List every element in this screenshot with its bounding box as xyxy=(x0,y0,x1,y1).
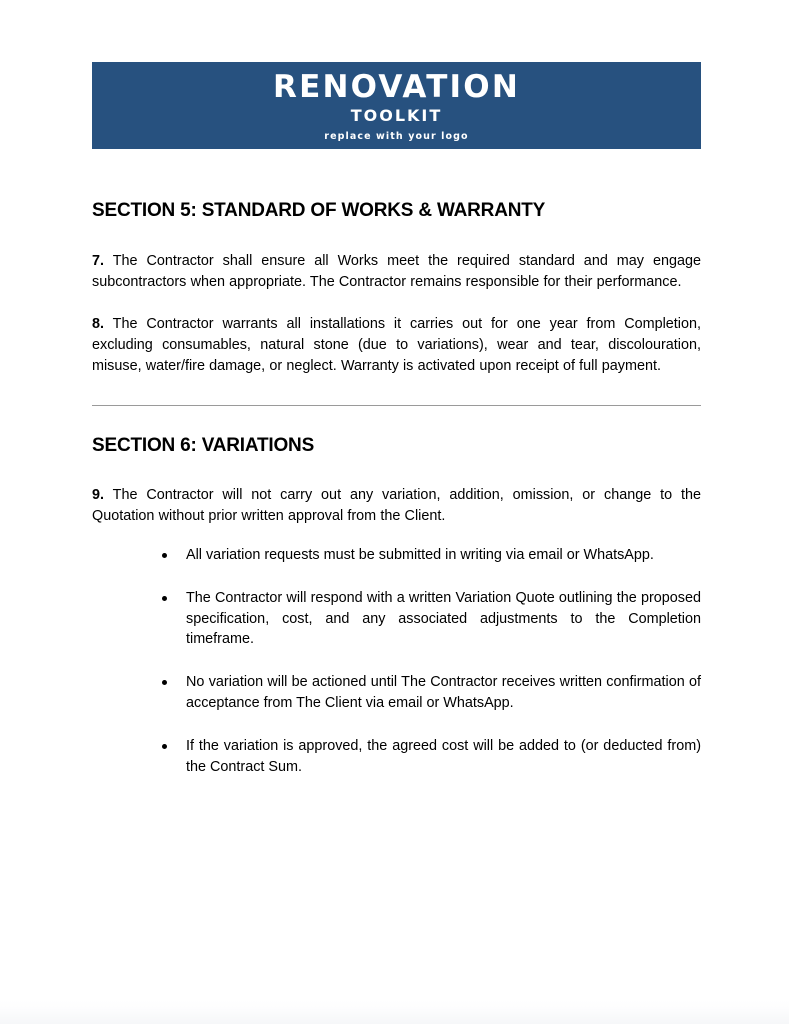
bullet-dot-icon xyxy=(162,744,167,749)
clause-9-text: The Contractor will not carry out any variation, addition, omission, or change to the Quotation without prior written approval from the Client. xyxy=(92,487,701,525)
section-heading-5: SECTION 5: STANDARD OF WORKS & WARRANTY xyxy=(92,200,546,221)
list-item-text: All variation requests must be submitted in writing via email or WhatsApp. xyxy=(186,547,654,564)
list-item xyxy=(92,736,701,778)
clause-8 xyxy=(92,314,701,376)
spacer xyxy=(92,377,701,405)
clause-9 xyxy=(92,485,701,527)
spacer xyxy=(92,406,701,434)
spacer xyxy=(92,223,701,251)
brand-secondary-title: TOOLKIT xyxy=(350,106,443,125)
spacer xyxy=(92,292,701,314)
clause-8-number: 8. xyxy=(92,316,105,333)
list-item-text: If the variation is approved, the agreed cost will be added to (or deducted from) the Contract Sum. xyxy=(186,737,701,775)
list-item xyxy=(92,588,701,650)
logo-placeholder-note: replace with your logo xyxy=(324,131,469,142)
clause-7 xyxy=(92,251,701,293)
list-item-text: No variation will be actioned until The Contractor receives written confirmation of acceptance from The Client via email or WhatsApp. xyxy=(186,674,701,712)
list-item xyxy=(92,672,701,714)
document-body xyxy=(92,199,701,777)
spacer xyxy=(92,527,701,545)
letterhead-banner xyxy=(92,62,701,149)
variations-bullet-list xyxy=(92,545,701,777)
bullet-dot-icon xyxy=(162,596,167,601)
clause-9-number: 9. xyxy=(92,487,105,504)
clause-7-text: The Contractor shall ensure all Works meet the required standard and may engage subcontractors when appropriate. The Contractor remains responsible for their performance. xyxy=(92,252,701,290)
clause-7-number: 7. xyxy=(92,252,105,269)
bullet-dot-icon xyxy=(162,680,167,685)
list-item xyxy=(92,545,701,566)
page-bottom-edge xyxy=(0,1000,789,1024)
spacer xyxy=(92,457,701,485)
bullet-dot-icon xyxy=(162,553,167,558)
clause-8-text: The Contractor warrants all installations it carries out for one year from Completion, excluding consumables, natural stone (due to variations), wear and tear, discolouration, misuse, water/fire damage, or neglect. Warranty is activated upon receipt of full payment. xyxy=(92,316,701,374)
brand-primary-title: RENOVATION xyxy=(273,69,520,105)
list-item-text: The Contractor will respond with a written Variation Quote outlining the proposed specification, cost, and any associated adjustments to the Completion timeframe. xyxy=(186,589,701,648)
section-heading-6: SECTION 6: VARIATIONS xyxy=(92,434,315,456)
